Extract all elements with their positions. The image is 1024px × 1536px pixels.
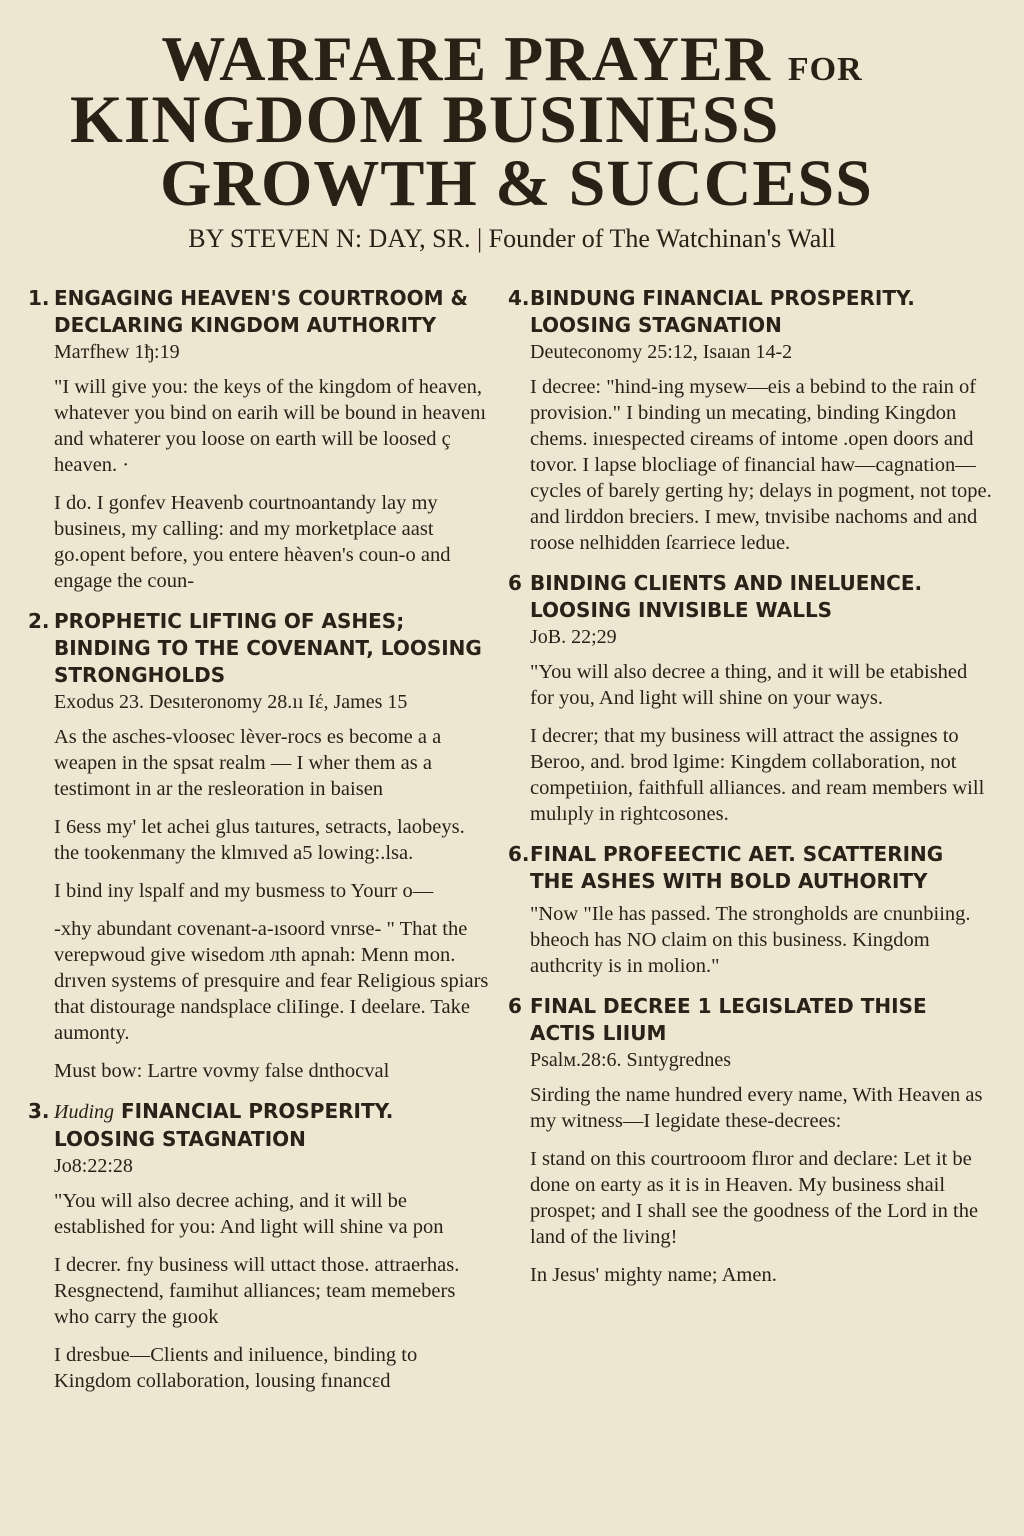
- title-line-2: KINGDOM BUSINESS: [70, 81, 780, 157]
- section-3: [28, 1098, 490, 1394]
- section-7: [508, 993, 994, 1288]
- paragraph: I do. I gonfev Heavenb courtnoantandy lay my busineιs, my calling: and my morketplace aast go.opent before, you entere hèaven's coun-o and engage the coun-: [54, 492, 451, 592]
- section-heading: [28, 1098, 490, 1153]
- section-title: ENGAGING HEAVEN'S COURTROOM & DECLARING KINGDOM AUTHORITY: [54, 286, 468, 337]
- paragraph: "I will give you: the keys of the kingdom of heaven, whatever you bind on earih will be bound in heavenı and whaterer you loose on earth will be loosed ç heaven. ·: [54, 376, 487, 476]
- byline: BY STEVEN N: DAY, SR. | Founder of The Watchinan's Wall: [188, 224, 836, 253]
- paragraph: I 6ess my' let achei glus taıtures, setracts, laobeys. the tookenmany the klmıved a5 lowing:.lsa.: [54, 816, 465, 864]
- scripture-reference: Exodus 23. Desıteronomy 28.ıı Ιέ, James 15: [54, 691, 408, 713]
- section-2: [28, 608, 490, 1084]
- paragraph: I decree: "hind-ing mysew—eis a bebind to the rain of provision." I binding un mecating, binding Kingdon chems. inıespected cireams of intome .open doors and tovor. I lapse blocliage of financial haw—cagnation—cycles of barely gerting hy; delays in pogment, not tope. and lirddon breciers. I mew, tnvisibe nachoms and and roose nelhidden ſεarriece ledue.: [530, 376, 992, 554]
- section-heading: [28, 608, 490, 689]
- scripture-reference: Maтfhew 1ђ:19: [54, 341, 180, 363]
- paragraph: -xhy abundant covenant-a-ısoord vnrse- " That the verepwoud give wisedom лth apnah: Menn mon. drıven systems of presquire and fear Religious spiars that distourage nandsplace cliIinge. I deelare. Take aumonty.: [54, 918, 489, 1044]
- right-column: [508, 285, 994, 1302]
- section-title-italic: Ииding: [54, 1101, 114, 1123]
- scripture-reference: Jo8:22:28: [54, 1155, 133, 1177]
- section-4: [508, 285, 994, 556]
- section-number: 3.: [28, 1099, 50, 1123]
- title-line-1-text: WARFARE PRAYER: [161, 23, 771, 94]
- section-number: 6.: [508, 842, 530, 866]
- section-title: FINAL PROFEECTIC AET. SCATTERING THE ASHES WITH BOLD AUTHORITY: [530, 842, 944, 893]
- paragraph: I stand on this courtrooom flıror and declare: Let it be done on earty as it is in Heaven. My business shail prospet; and I shall see the goodness of the Lord in the land of the living!: [530, 1148, 979, 1248]
- paragraph: "Now "Ile has passed. The strongholds are cnunbiing. bheoch has NO claim on this business. Kingdom authcrity is in molion.": [530, 903, 971, 977]
- scripture-reference: JoB. 22;29: [530, 626, 617, 648]
- section-title: BINDUNG FINANCIAL PROSPERITY. LOOSING STAGNATION: [530, 286, 915, 337]
- paragraph: Sirding the name hundred every name, With Heaven as my witness—I legidate these-decrees:: [530, 1084, 983, 1132]
- section-number: 6: [508, 994, 522, 1018]
- section-number: 6: [508, 571, 522, 595]
- section-title: PROPHETIC LIFTING OF ASHES; BINDING TO THE COVENANT, LOOSING STRONGHOLDS: [54, 609, 482, 687]
- paragraph: I dresbue—Clients and iniluence, binding to Kingdom collaboration, lousing fınancεd: [54, 1344, 418, 1392]
- section-heading: [508, 570, 994, 624]
- title-line-1-for: FOR: [787, 51, 863, 88]
- section-title: FINAL DECREE 1 LEGISLATED THISE ACTIS LIIUM: [530, 994, 927, 1045]
- section-5: [508, 570, 994, 827]
- section-heading: [508, 841, 994, 895]
- section-heading: [508, 993, 994, 1047]
- section-title: BINDING CLIENTS AND INELUENCE. LOOSING INVISIBLE WALLS: [530, 571, 923, 622]
- paragraph: As the asches-vloosec lèver-rocs es become a a weapen in the spsat realm — I wher them as a testimont in ar the resleoration in baisen: [54, 726, 442, 800]
- section-heading: [508, 285, 994, 339]
- section-heading: [28, 285, 490, 339]
- paragraph: "You will also decree a thing, and it will be etabished for you, And light will shine on your ways.: [530, 661, 968, 709]
- section-6: [508, 841, 994, 979]
- section-number: 2.: [28, 609, 50, 633]
- paragraph: I decrer. fny business will uttact those. attraerhas. Resgnectend, faımihut alliances; team memebers who carry the gıook: [54, 1254, 460, 1328]
- paragraph: Must bow: Lartre vovmy false dnthocval: [54, 1060, 390, 1082]
- paragraph: I bind iny lspalf and my busmess to Yourr o—: [54, 880, 434, 902]
- paragraph: I decrer; that my business will attract the assignes to Beroo, and. brod lgime: Kingdem collaboration, not competiıion, faithfull alliances. and ream members will mulıply in rightcosones.: [530, 725, 985, 825]
- scripture-reference: Deuteconomy 25:12, Isaıan 14-2: [530, 341, 793, 363]
- title-line-3: GROWTH & SUCCESS: [160, 147, 873, 220]
- section-1: [28, 285, 490, 594]
- section-title: [54, 1098, 490, 1153]
- left-column: [28, 285, 490, 1408]
- paragraph: "You will also decree aching, and it will be established for you: And light will shine va pon: [54, 1190, 444, 1238]
- section-number: 4.: [508, 286, 530, 310]
- section-number: 1.: [28, 286, 50, 310]
- paragraph: In Jesus' mighty name; Amen.: [530, 1264, 777, 1286]
- section-title-text: FINANCIAL PROSPERITY. LOOSING STAGNATION: [54, 1099, 394, 1151]
- scripture-reference: Psalм.28:6. Sıntygrednes: [530, 1049, 731, 1071]
